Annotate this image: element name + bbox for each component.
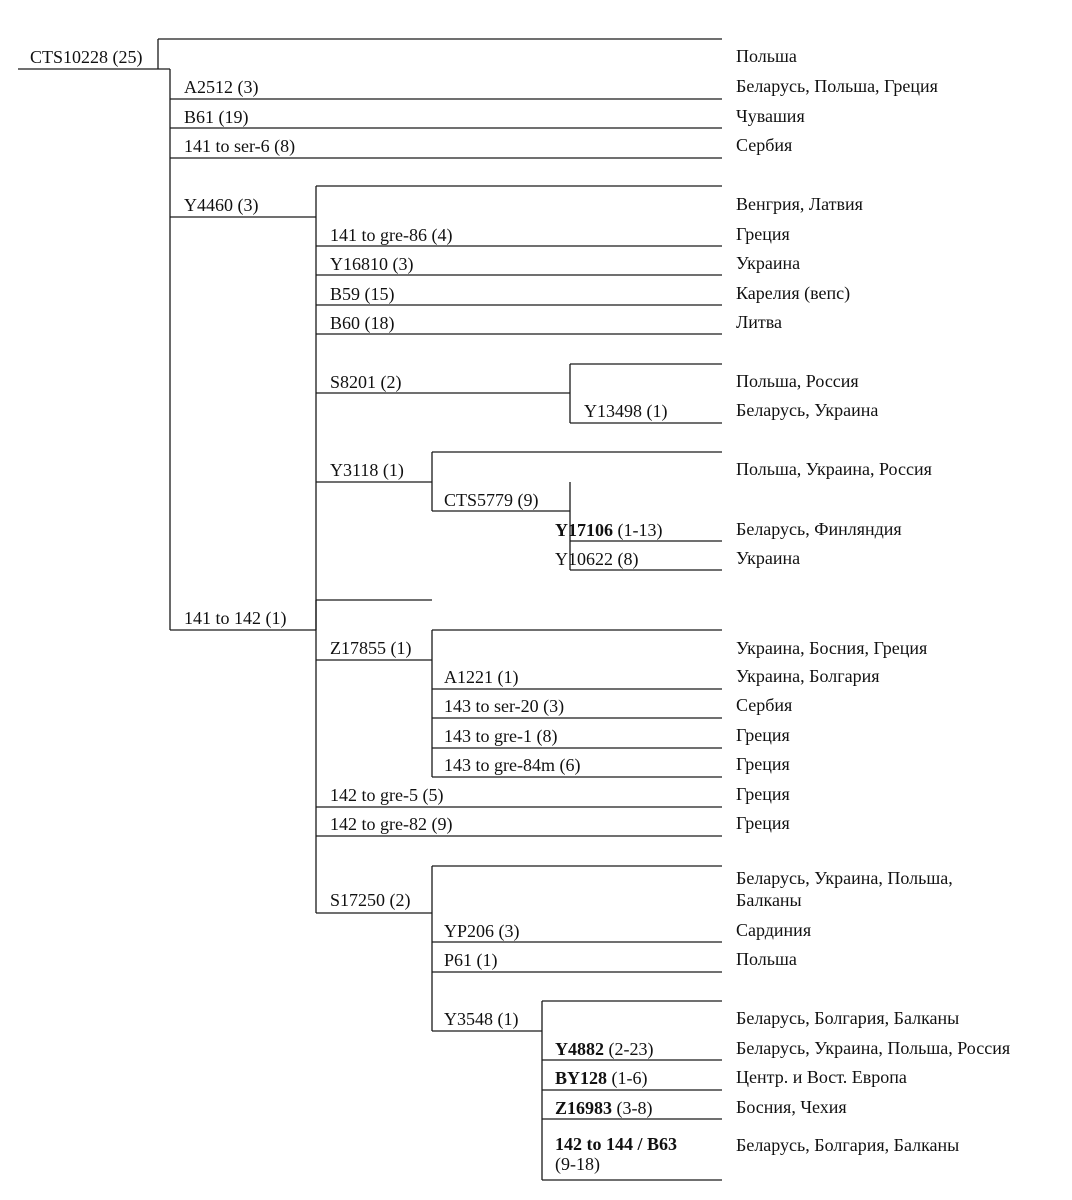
region-label: Греция [736,754,790,774]
node-y4460-text: Y4460 (3) [184,195,259,215]
node-s8201-text: S8201 (2) [330,372,402,392]
node-a1221-text: A1221 (1) [444,667,519,687]
node-y13498 [584,401,668,421]
node-142-gre82 [330,814,452,834]
region-label: Беларусь, Польша, Греция [736,76,938,96]
node-cts10228-text: CTS10228 (25) [30,47,143,67]
node-b61-text: B61 (19) [184,107,249,127]
region-label: Польша, Россия [736,371,859,391]
region-label: Чувашия [736,106,805,126]
node-141-142-text: 141 to 142 (1) [184,608,287,628]
node-y4460 [184,195,259,215]
node-y10622 [555,549,639,569]
node-y4882-text: (2-23) [604,1039,654,1059]
region-label: Сербия [736,695,793,715]
node-y17106-text: (1-13) [613,520,663,540]
region-label: Беларусь, Финляндия [736,519,902,539]
node-143-gre84m-text: 143 to gre-84m (6) [444,755,581,775]
node-142-gre5-text: 142 to gre-5 (5) [330,785,444,805]
node-143-ser20 [444,696,564,716]
node-143-gre1 [444,726,557,746]
region-label: Сардиния [736,920,812,940]
node-a1221 [444,667,519,687]
node-142-gre5 [330,785,443,805]
region-label: Греция [736,784,790,804]
region-label: Греция [736,813,790,833]
region-label: Греция [736,725,790,745]
region-label: Украина [736,548,801,568]
node-y3548 [444,1009,519,1029]
node-y3118-text: Y3118 (1) [330,460,404,480]
node-y3118 [330,460,404,480]
region-label: Польша [736,46,797,66]
region-label: Беларусь, Украина, Польша, Россия [736,1038,1011,1058]
node-141-ser6-text: 141 to ser-6 (8) [184,136,296,156]
region-label: Центр. и Вост. Европа [736,1067,907,1087]
node-z16983-bold: Z16983 [555,1098,613,1118]
node-y17106 [555,520,662,540]
node-y4882-bold: Y4882 [555,1039,604,1059]
node-by128-bold: BY128 [555,1068,608,1088]
node-b59 [330,284,395,304]
node-y16810 [330,254,414,274]
node-p61 [444,950,498,970]
region-label: Польша [736,949,797,969]
node-z16983-text: (3-8) [612,1098,653,1118]
node-b60-text: B60 (18) [330,313,395,333]
node-141-142 [184,608,287,628]
node-143-gre84m [444,755,580,775]
node-143-ser20-text: 143 to ser-20 (3) [444,696,565,716]
region-label: Венгрия, Латвия [736,194,863,214]
region-label: Беларусь, Украина [736,400,879,420]
region-label: Беларусь, Украина, Польша, [736,868,953,888]
region-label: Беларусь, Болгария, Балканы [736,1135,960,1155]
node-by128 [555,1068,648,1088]
region-label: Украина, Босния, Греция [736,638,928,658]
node-z16983 [555,1098,653,1118]
region-label: Украина [736,253,801,273]
node-y17106-bold: Y17106 [555,520,613,540]
region-label: Балканы [736,890,802,910]
region-label: Литва [736,312,782,332]
region-label: Украина, Болгария [736,666,880,686]
node-143-gre1-text: 143 to gre-1 (8) [444,726,558,746]
node-cts10228 [30,47,143,67]
node-142-144-b63-bold: 142 to 144 / B63 [555,1134,678,1154]
region-label: Беларусь, Болгария, Балканы [736,1008,960,1028]
node-y13498-text: Y13498 (1) [584,401,668,421]
node-s17250 [330,890,411,910]
node-y4882 [555,1039,653,1059]
region-label: Польша, Украина, Россия [736,459,932,479]
region-label: Карелия (вепс) [736,283,851,303]
region-label: Босния, Чехия [736,1097,847,1117]
node-s17250-text: S17250 (2) [330,890,411,910]
node-141-ser6 [184,136,295,156]
node-cts5779-text: CTS5779 (9) [444,490,539,510]
node-b61 [184,107,249,127]
region-label: Греция [736,224,790,244]
node-z17855-text: Z17855 (1) [330,638,412,658]
node-b60 [330,313,395,333]
node-by128-text: (1-6) [607,1068,648,1088]
node-y10622-text: Y10622 (8) [555,549,639,569]
node-141-gre86-text: 141 to gre-86 (4) [330,225,453,245]
node-cts5779 [444,490,539,510]
node-142-gre82-text: 142 to gre-82 (9) [330,814,453,834]
node-p61-text: P61 (1) [444,950,498,970]
region-label: Сербия [736,135,793,155]
node-s8201 [330,372,402,392]
node-142-144-b63 [555,1134,677,1174]
node-yp206-text: YP206 (3) [444,921,520,941]
node-a2512 [184,77,259,97]
node-142-144-b63-text: (9-18) [555,1154,600,1174]
node-yp206 [444,921,520,941]
node-z17855 [330,638,411,658]
node-y3548-text: Y3548 (1) [444,1009,519,1029]
node-141-gre86 [330,225,452,245]
node-a2512-text: A2512 (3) [184,77,259,97]
node-b59-text: B59 (15) [330,284,395,304]
node-y16810-text: Y16810 (3) [330,254,414,274]
